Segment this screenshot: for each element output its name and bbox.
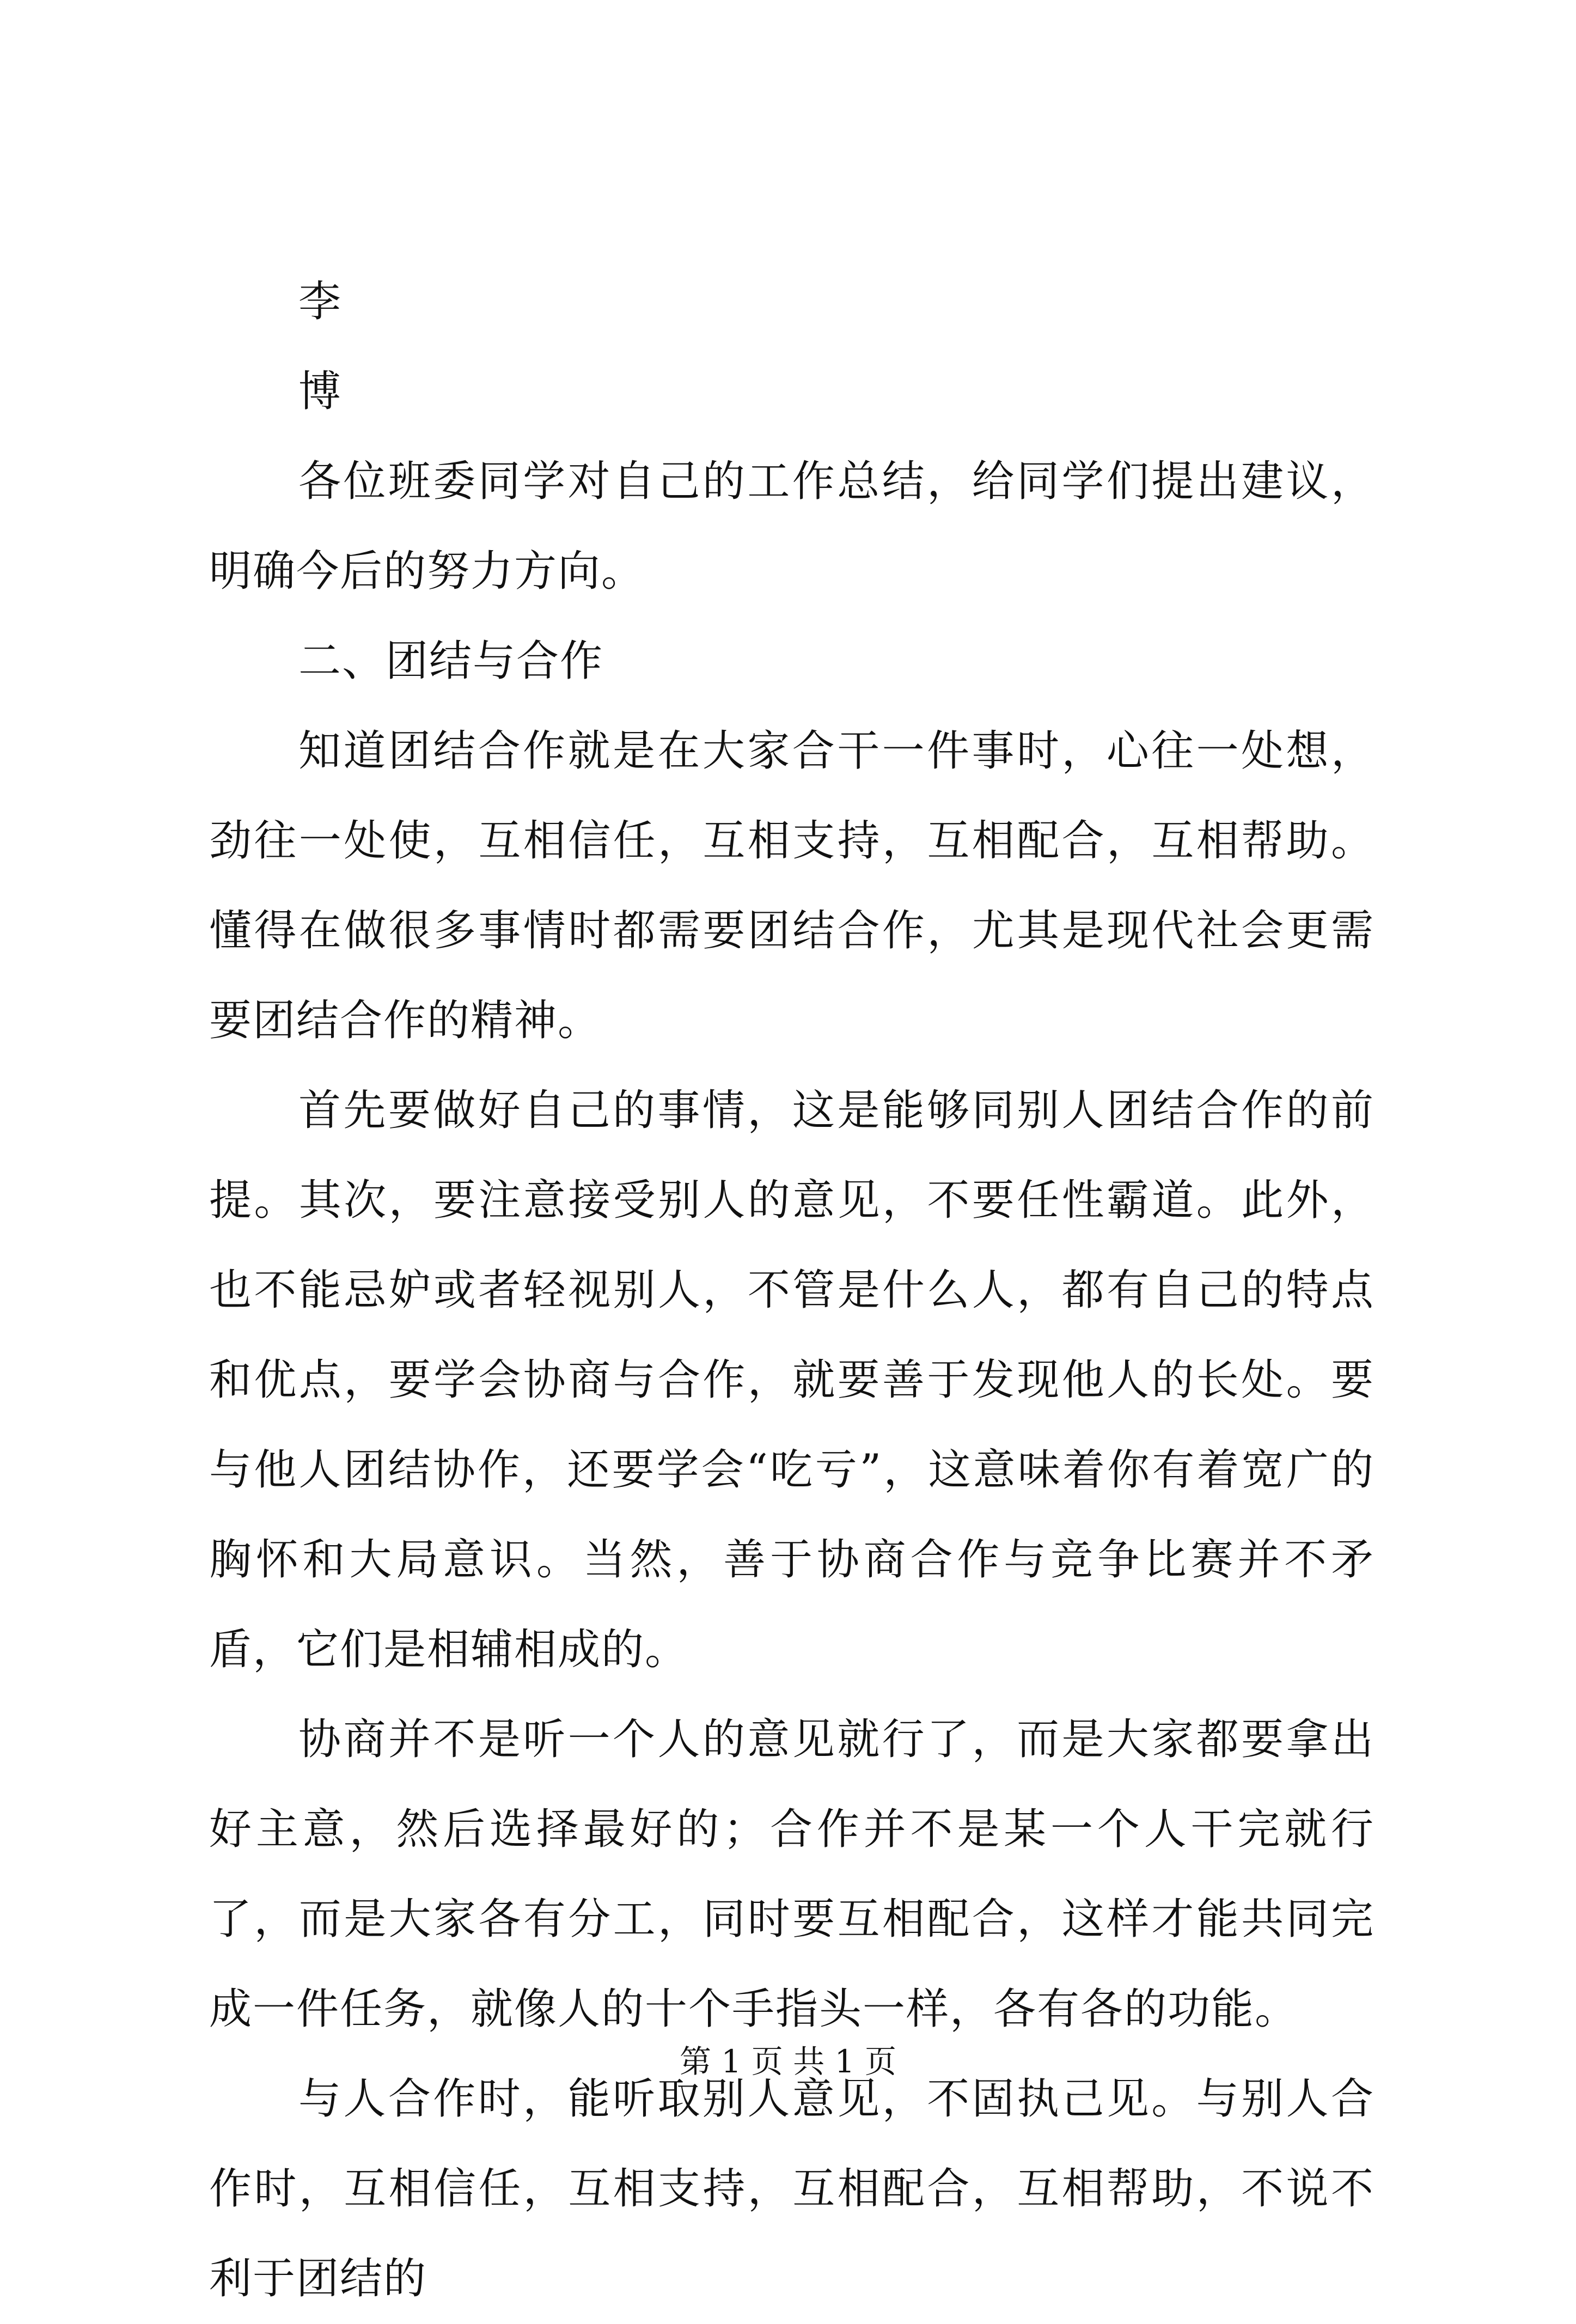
paragraph: 与人合作时，能听取别人意见，不固执己见。与别人合作时，互相信任，互相支持，互相配合，互相帮助，不说不利于团结的 [209, 2075, 1375, 2303]
paragraph: 知道团结合作就是在大家合干一件事时，心往一处想，劲往一处使，互相信任，互相支持，互相配合，互相帮助。懂得在做很多事情时都需要团结合作，尤其是现代社会更需要团结合作的精神。 [209, 727, 1375, 1045]
page-footer: 第 1 页 共 1 页 [680, 2043, 896, 2080]
paragraph: 协商并不是听一个人的意见就行了，而是大家都要拿出好主意，然后选择最好的；合作并不是某一个人干完就行了，而是大家各有分工，同时要互相配合，这样才能共同完成一件任务，就像人的十个手指头一样，各有各的功能。 [209, 1715, 1375, 2034]
paragraph-intro: 各位班委同学对自己的工作总结，给同学们提出建议，明确今后的努力方向。 [209, 457, 1375, 596]
document-body [209, 257, 1375, 2324]
name-line-1: 李 [298, 277, 341, 326]
name-line-2: 博 [298, 367, 341, 416]
paragraph: 首先要做好自己的事情，这是能够同别人团结合作的前提。其次，要注意接受别人的意见，不要任性霸道。此外，也不能忌妒或者轻视别人，不管是什么人，都有自己的特点和优点，要学会协商与合作，就要善于发现他人的长处。要与他人团结协作，还要学会“吃亏”，这意味着你有着宽广的胸怀和大局意识。当然，善于协商合作与竞争比赛并不矛盾，它们是相辅相成的。 [209, 1086, 1375, 1674]
section-heading: 二、团结与合作 [298, 637, 604, 686]
